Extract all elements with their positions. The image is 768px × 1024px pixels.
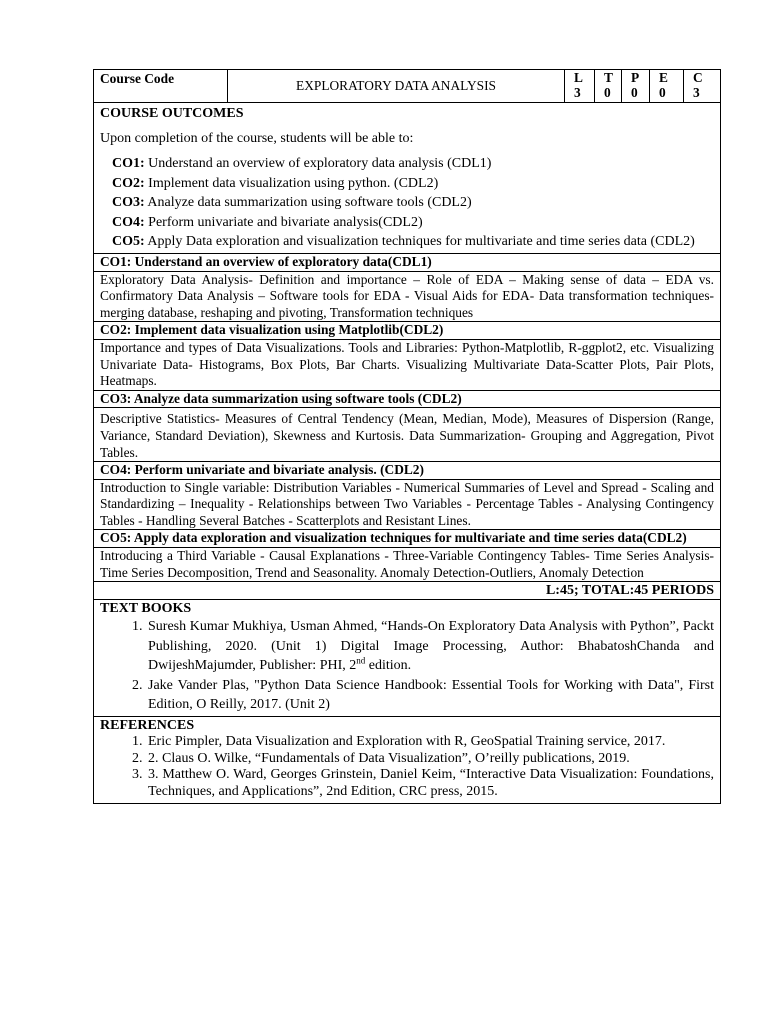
textbook-item: 1. Suresh Kumar Mukhiya, Usman Ahmed, “Hands-On Exploratory Data Analysis with Python”, Packt Publishing, 2020. (Unit 1) Digital Image Processing, Author: BhabatoshChanda and DwijeshMajumder, Publisher: PHI, 2nd edition. — [146, 617, 714, 676]
textbooks-row — [94, 600, 721, 717]
textbooks-list — [100, 617, 714, 715]
unit-2-heading: CO2: Implement data visualization using Matplotlib(CDL2) — [94, 322, 721, 340]
unit-3-body-row — [94, 408, 721, 462]
references-row — [94, 716, 721, 803]
unit-4-body: Introduction to Single variable: Distribution Variables - Numerical Summaries of Level and Spread - Scaling and Standardizing – Inequality - Relationships between Two Variables - Percentage Tables - Analysing Contingency Tables - Handling Several Batches - Scatterplots and Resistant Lines. — [94, 479, 721, 530]
course-outcomes-intro: Upon completion of the course, students will be able to: — [100, 131, 414, 146]
header-row — [94, 70, 721, 103]
textbooks-heading: TEXT BOOKS — [100, 601, 192, 617]
outcome-item: CO1: Understand an overview of exploratory data analysis (CDL1) — [112, 156, 492, 171]
unit-4-body-row — [94, 479, 721, 530]
textbook-item: 2. Jake Vander Plas, "Python Data Science Handbook: Essential Tools for Working with Data", First Edition, O Reilly, 2017. (Unit 2) — [146, 676, 714, 715]
unit-5-body-row — [94, 548, 721, 582]
course-title: EXPLORATORY DATA ANALYSIS — [228, 70, 565, 103]
reference-item: 3. 3. Matthew O. Ward, Georges Grinstein, Daniel Keim, “Interactive Data Visualization: Foundations, Techniques, and Applications”, 2nd Edition, CRC press, 2015. — [146, 767, 714, 801]
syllabus-table — [93, 69, 721, 804]
course-outcomes-row — [94, 103, 721, 254]
course-outcomes-cell — [94, 103, 721, 254]
unit-3-body: Descriptive Statistics- Measures of Central Tendency (Mean, Median, Mode), Measures of Dispersion (Range, Variance, Standard Deviation), Skewness and Kurtosis. Data Summarization- Grouping and Aggregation, Pivot Tables. — [94, 408, 721, 462]
periods-row — [94, 582, 721, 600]
unit-1-body: Exploratory Data Analysis- Definition and importance – Role of EDA – Making sense of data – EDA vs. Confirmatory Data Analysis – Software tools for EDA - Visual Aids for EDA- Data transformation techniques-merging database, reshaping and pivoting, Transformation techniques — [94, 271, 721, 322]
total-periods: L:45; TOTAL:45 PERIODS — [94, 582, 721, 600]
course-outcomes-heading: COURSE OUTCOMES — [100, 106, 244, 121]
ltpec-p: P 0 — [622, 70, 650, 103]
ltpec-c: C 3 — [684, 70, 721, 103]
unit-5-heading-row — [94, 530, 721, 548]
unit-4-heading: CO4: Perform univariate and bivariate analysis. (CDL2) — [94, 462, 721, 480]
unit-1-body-row — [94, 271, 721, 322]
ltpec-t: T 0 — [595, 70, 622, 103]
course-code-label: Course Code — [94, 70, 228, 103]
ltpec-l: L 3 — [565, 70, 595, 103]
textbooks-cell — [94, 600, 721, 717]
outcome-item: CO5: Apply Data exploration and visualization techniques for multivariate and time series data (CDL2) — [112, 234, 695, 250]
unit-2-body: Importance and types of Data Visualizations. Tools and Libraries: Python-Matplotlib, R-ggplot2, etc. Visualizing Univariate Data- Histograms, Box Plots, Bar Charts. Visualizing Multivariate Data-Scatter Plots, Pair Plots, Heatmaps. — [94, 339, 721, 390]
unit-1-heading: CO1: Understand an overview of exploratory data(CDL1) — [94, 253, 721, 271]
unit-4-heading-row — [94, 462, 721, 480]
unit-3-heading: CO3: Analyze data summarization using software tools (CDL2) — [94, 390, 721, 408]
reference-item: 1. Eric Pimpler, Data Visualization and Exploration with R, GeoSpatial Training service, 2017. — [146, 734, 714, 751]
references-cell — [94, 716, 721, 803]
references-list — [100, 734, 714, 801]
ltpec-e: E 0 — [650, 70, 684, 103]
outcome-item: CO2: Implement data visualization using python. (CDL2) — [112, 175, 439, 191]
course-outcomes-list — [100, 154, 714, 252]
unit-5-heading: CO5: Apply data exploration and visualization techniques for multivariate and time series data(CDL2) — [94, 530, 721, 548]
outcome-item: CO4: Perform univariate and bivariate analysis(CDL2) — [112, 214, 423, 230]
unit-2-heading-row — [94, 322, 721, 340]
syllabus-sheet — [93, 69, 720, 804]
outcome-item: CO3: Analyze data summarization using software tools (CDL2) — [112, 195, 472, 211]
unit-1-heading-row — [94, 253, 721, 271]
references-heading: REFERENCES — [100, 717, 195, 733]
unit-5-body: Introducing a Third Variable - Causal Explanations - Three-Variable Contingency Tables- Time Series Analysis- Time Series Decomposition, Trend and Seasonality. Anomaly Detection-Outliers, Anomaly Detection — [94, 548, 721, 582]
unit-3-heading-row — [94, 390, 721, 408]
unit-2-body-row — [94, 339, 721, 390]
reference-item: 2. 2. Claus O. Wilke, “Fundamentals of Data Visualization”, O’reilly publications, 2019. — [146, 751, 714, 768]
